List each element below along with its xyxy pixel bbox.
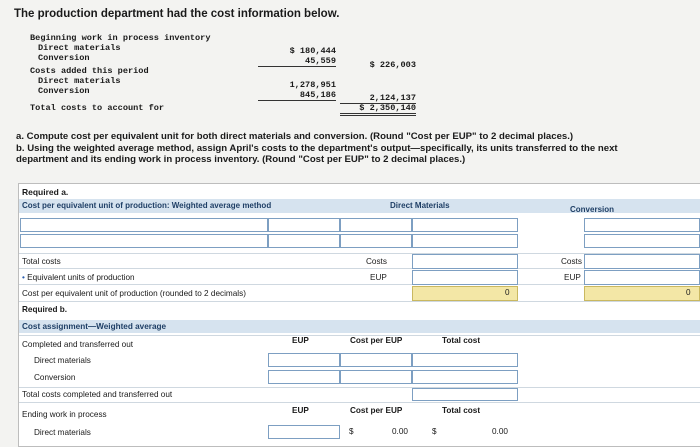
conv1-value: 45,559 xyxy=(258,56,336,67)
eup-label-dm: EUP xyxy=(370,273,387,282)
question-b-line2: department and its ending work in process inventory. (Round "Cost per EUP" to 2 decimal places.) xyxy=(16,154,466,165)
col-cost-per-eup-header: Cost per EUP xyxy=(350,336,403,345)
header-left: Cost per equivalent unit of production: Weighted average method xyxy=(22,201,272,210)
dm-eup-input[interactable] xyxy=(412,270,518,285)
col-total-cost-header-2: Total cost xyxy=(442,406,481,415)
completed-conv-label: Conversion xyxy=(34,373,76,382)
col-eup-header: EUP xyxy=(292,336,309,345)
row2-input-c[interactable] xyxy=(412,234,518,248)
question-a: a. Compute cost per equivalent unit for both direct materials and conversion. (Round "Cost per EUP" to 2 decimal places.) xyxy=(16,131,574,142)
cost-per-eu-label: Cost per equivalent unit of production (rounded to 2 decimals) xyxy=(22,289,246,298)
dm-result-value: 0 xyxy=(505,288,510,297)
page-title: The production department had the cost information below. xyxy=(14,8,340,20)
added-label: Costs added this period xyxy=(30,66,149,76)
required-b-label: Required b. xyxy=(22,305,68,314)
dm-cost-per-eu-result xyxy=(412,286,518,301)
dollar-sign-2: $ xyxy=(432,427,437,436)
conv2-value: 845,186 xyxy=(258,90,336,101)
conv2-label: Conversion xyxy=(38,86,90,96)
costs-label-dm: Costs xyxy=(366,257,387,266)
conv-total-costs-input[interactable] xyxy=(584,254,700,269)
row2-input-a[interactable] xyxy=(268,234,340,248)
completed-dm-label: Direct materials xyxy=(34,356,91,365)
bwip-total: $ 226,003 xyxy=(369,60,416,70)
cost-assignment-label: Cost assignment—Weighted average xyxy=(22,322,167,331)
added-total: 2,124,137 xyxy=(340,93,416,104)
row2-label-input[interactable] xyxy=(20,234,268,248)
completed-dm-eup-input[interactable] xyxy=(268,353,340,367)
row2-input-d[interactable] xyxy=(584,234,700,248)
dm-total-costs-input[interactable] xyxy=(412,254,518,269)
conv-cost-per-eu-result xyxy=(584,286,700,301)
completed-conv-cpe-input[interactable] xyxy=(340,370,412,384)
header-direct-materials: Direct Materials xyxy=(390,201,450,210)
row1-label-input[interactable] xyxy=(20,218,268,232)
dm1-value: $ 180,444 xyxy=(289,46,336,56)
divider xyxy=(19,387,700,388)
total-value: $ 2,350,140 xyxy=(340,103,416,116)
conv-result-value: 0 xyxy=(686,288,691,297)
divider xyxy=(19,301,700,302)
total-label: Total costs to account for xyxy=(30,103,165,113)
dm2-label: Direct materials xyxy=(38,76,121,86)
header-conversion: Conversion xyxy=(570,205,615,214)
divider xyxy=(19,402,700,403)
ending-dm-eup-input[interactable] xyxy=(268,425,340,439)
conv1-label: Conversion xyxy=(38,53,90,63)
col-total-cost-header: Total cost xyxy=(442,336,481,345)
completed-dm-cpe-input[interactable] xyxy=(340,353,412,367)
completed-dm-tc-input[interactable] xyxy=(412,353,518,367)
total-costs-label: Total costs xyxy=(22,257,61,266)
row2-input-b[interactable] xyxy=(340,234,412,248)
row1-input-d[interactable] xyxy=(584,218,700,232)
ending-dm-label: Direct materials xyxy=(34,428,91,437)
dm1-label: Direct materials xyxy=(38,43,121,53)
col-eup-header-2: EUP xyxy=(292,406,309,415)
completed-conv-eup-input[interactable] xyxy=(268,370,340,384)
row1-input-c[interactable] xyxy=(412,218,518,232)
dollar-sign: $ xyxy=(349,427,354,436)
eq-units-label: • Equivalent units of production xyxy=(22,273,135,282)
total-completed-label: Total costs completed and transferred out xyxy=(22,390,173,399)
completed-conv-tc-input[interactable] xyxy=(412,370,518,384)
eup-label-conv: EUP xyxy=(564,273,581,282)
costs-label-conv: Costs xyxy=(561,257,582,266)
bwip-label: Beginning work in process inventory xyxy=(30,33,211,43)
question-b-line1: b. Using the weighted average method, assign April's costs to the department's output—specifically, its units transferred to the next xyxy=(16,143,618,154)
ending-dm-tc-value: 0.00 xyxy=(492,427,508,436)
col-cost-per-eup-header-2: Cost per EUP xyxy=(350,406,403,415)
dm2-value: 1,278,951 xyxy=(289,80,336,90)
row1-input-a[interactable] xyxy=(268,218,340,232)
completed-label: Completed and transferred out xyxy=(22,340,134,349)
required-a-label: Required a. xyxy=(22,187,69,197)
ending-dm-cpe-value: 0.00 xyxy=(392,427,408,436)
ending-wip-label: Ending work in process xyxy=(22,410,107,419)
conv-eup-input[interactable] xyxy=(584,270,700,285)
total-completed-input[interactable] xyxy=(412,388,518,401)
row1-input-b[interactable] xyxy=(340,218,412,232)
